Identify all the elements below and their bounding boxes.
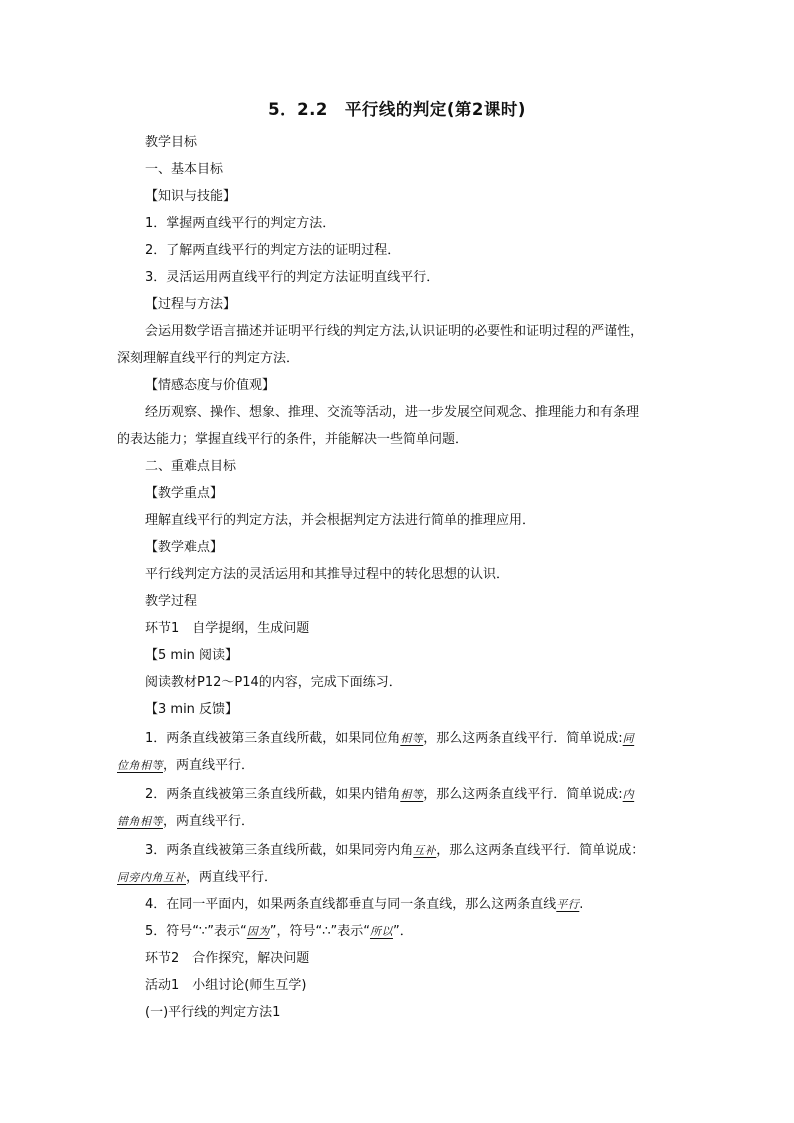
exercise-line xyxy=(145,842,685,860)
paragraph-line: 会运用数学语言描述并证明平行线的判定方法,认识证明的必要性和证明过程的严谨性， xyxy=(145,324,644,339)
page-title: 5．2.2 平行线的判定(第2课时) xyxy=(268,100,526,119)
subsection-heading: 【知识与技能】 xyxy=(145,189,237,204)
handwritten-answer: 相等 xyxy=(400,732,424,745)
exercise-text: ，两直线平行． xyxy=(163,758,255,773)
section-heading: 教学目标 xyxy=(145,135,198,150)
exercise-line xyxy=(145,730,685,748)
exercise-line xyxy=(117,813,657,831)
exercise-text: 3．两条直线被第三条直线所截，如果同旁内角 xyxy=(145,843,414,858)
handwritten-answer: 因为 xyxy=(246,925,270,938)
section-heading: 一、基本目标 xyxy=(145,162,224,177)
section-heading: 二、重难点目标 xyxy=(145,459,237,474)
handwritten-answer: 互补 xyxy=(413,844,437,857)
handwritten-answer: 错角相等 xyxy=(117,815,163,828)
paragraph-line: 阅读教材P12～P14的内容，完成下面练习． xyxy=(145,675,402,690)
handwritten-answer: 位角相等 xyxy=(117,759,163,772)
exercise-line xyxy=(145,923,685,941)
exercise-text: 2．两条直线被第三条直线所截，如果内错角 xyxy=(145,787,401,802)
subsection-heading: 【教学难点】 xyxy=(145,540,224,555)
subsection-heading: 【5 min 阅读】 xyxy=(145,648,239,663)
exercise-text: 1．两条直线被第三条直线所截，如果同位角 xyxy=(145,731,401,746)
exercise-line xyxy=(117,757,657,775)
subsection-heading: 【情感态度与价值观】 xyxy=(145,378,276,393)
exercise-text: 5．符号“∵”表示“ xyxy=(145,924,247,939)
handwritten-answer: 内 xyxy=(622,788,635,801)
objective-item: 3．灵活运用两直线平行的判定方法证明直线平行． xyxy=(145,270,440,285)
topic-heading: (一)平行线的判定方法1 xyxy=(145,1005,281,1020)
subsection-heading: 【过程与方法】 xyxy=(145,297,237,312)
handwritten-answer: 相等 xyxy=(400,788,424,801)
exercise-line xyxy=(145,786,685,804)
exercise-text: ，两直线平行． xyxy=(186,870,278,885)
subsection-heading: 【3 min 反馈】 xyxy=(145,702,239,717)
exercise-line xyxy=(117,869,657,887)
exercise-text: ，那么这两条直线平行．简单说成: xyxy=(423,787,623,802)
handwritten-answer: 所以 xyxy=(369,925,393,938)
exercise-text: ，那么这两条直线平行．简单说成： xyxy=(436,843,645,858)
exercise-text: ”，符号“∴”表示“ xyxy=(269,924,370,939)
paragraph-line: 的表达能力；掌握直线平行的条件，并能解决一些简单问题． xyxy=(117,432,469,447)
subsection-heading: 【教学重点】 xyxy=(145,486,224,501)
objective-item: 2．了解两直线平行的判定方法的证明过程． xyxy=(145,243,401,258)
exercise-text: ，两直线平行． xyxy=(163,814,255,829)
paragraph-line: 理解直线平行的判定方法，并会根据判定方法进行简单的推理应用． xyxy=(145,513,536,528)
handwritten-answer: 同旁内角互补 xyxy=(117,871,186,884)
paragraph-line: 经历观察、操作、想象、推理、交流等活动，进一步发展空间观念、推理能力和有条理 xyxy=(145,405,640,420)
paragraph-line: 深刻理解直线平行的判定方法． xyxy=(117,351,300,366)
exercise-text: ”． xyxy=(392,924,413,939)
section-heading: 教学过程 xyxy=(145,594,198,609)
exercise-line xyxy=(145,896,685,914)
step-heading: 环节1 自学提纲，生成问题 xyxy=(145,621,310,636)
handwritten-answer: 平行 xyxy=(556,898,580,911)
exercise-text: . xyxy=(579,897,584,912)
exercise-text: ，那么这两条直线平行．简单说成: xyxy=(423,731,623,746)
objective-item: 1．掌握两直线平行的判定方法． xyxy=(145,216,336,231)
step-heading: 环节2 合作探究，解决问题 xyxy=(145,951,310,966)
handwritten-answer: 同 xyxy=(622,732,635,745)
activity-heading: 活动1 小组讨论(师生互学) xyxy=(145,978,307,993)
paragraph-line: 平行线判定方法的灵活运用和其推导过程中的转化思想的认识． xyxy=(145,567,510,582)
exercise-text: 4．在同一平面内，如果两条直线都垂直与同一条直线，那么这两条直线 xyxy=(145,897,557,912)
